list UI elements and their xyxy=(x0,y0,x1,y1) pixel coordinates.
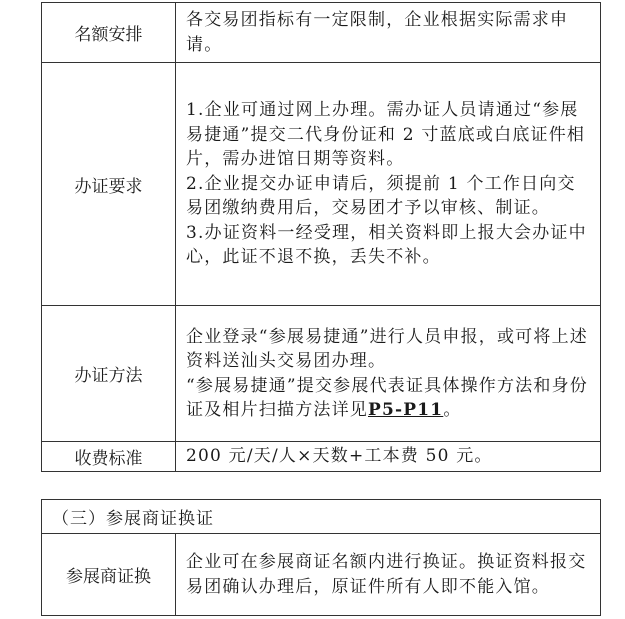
row-content-fees xyxy=(176,442,601,472)
page-reference-link[interactable]: P5-P11 xyxy=(368,400,444,420)
table-row xyxy=(42,306,601,442)
table-row xyxy=(42,3,601,63)
content-line xyxy=(186,374,592,423)
row-content-exchange xyxy=(176,534,601,616)
table-row xyxy=(42,63,601,306)
content-text: 。 xyxy=(443,400,462,420)
content-line: 2.企业提交办证申请后，须提前 1 个工作日向交易团缴纳费用后，交易团才予以审核、制证。 xyxy=(186,173,576,219)
row-label-requirements: 办证要求 xyxy=(42,63,176,306)
table-row xyxy=(42,442,601,472)
content-line: 企业登录“参展易捷通”进行人员申报，或可将上述资料送汕头交易团办理。 xyxy=(186,326,588,371)
content-line: 3.办证资料一经受理，相关资料即上报大会办证中心，此证不退不换，丢失不补。 xyxy=(186,222,587,268)
row-content-method xyxy=(176,306,601,442)
exchange-table xyxy=(41,499,601,616)
row-label-fees: 收费标准 xyxy=(42,442,176,472)
content-line: 各交易团指标有一定限制，企业根据实际需求申请。 xyxy=(186,10,569,55)
content-line: 企业可在参展商证名额内进行换证。换证资料报交易团确认办理后，原证件所有人即不能入馆。 xyxy=(186,552,587,597)
row-label-quota: 名额安排 xyxy=(42,3,176,63)
row-content-quota xyxy=(176,3,601,63)
row-label-exchange: 参展商证换 xyxy=(42,534,176,616)
content-text: “参展易捷通”提交参展代表证具体操作方法和身份证及相片扫描方法详见 xyxy=(186,375,588,420)
content-line: 1.企业可通过网上办理。需办证人员请通过“参展易捷通”提交二代身份证和 2 寸蓝底或白底证件相片，需办进馆日期等资料。 xyxy=(186,100,586,170)
table-row xyxy=(42,534,601,616)
section-title: （三）参展商证换证 xyxy=(42,500,601,534)
application-table xyxy=(41,2,601,472)
row-label-method: 办证方法 xyxy=(42,306,176,442)
section-header-row xyxy=(42,500,601,534)
content-line: 200 元/天/人×天数+工本费 50 元。 xyxy=(186,446,493,466)
row-content-requirements xyxy=(176,63,601,306)
